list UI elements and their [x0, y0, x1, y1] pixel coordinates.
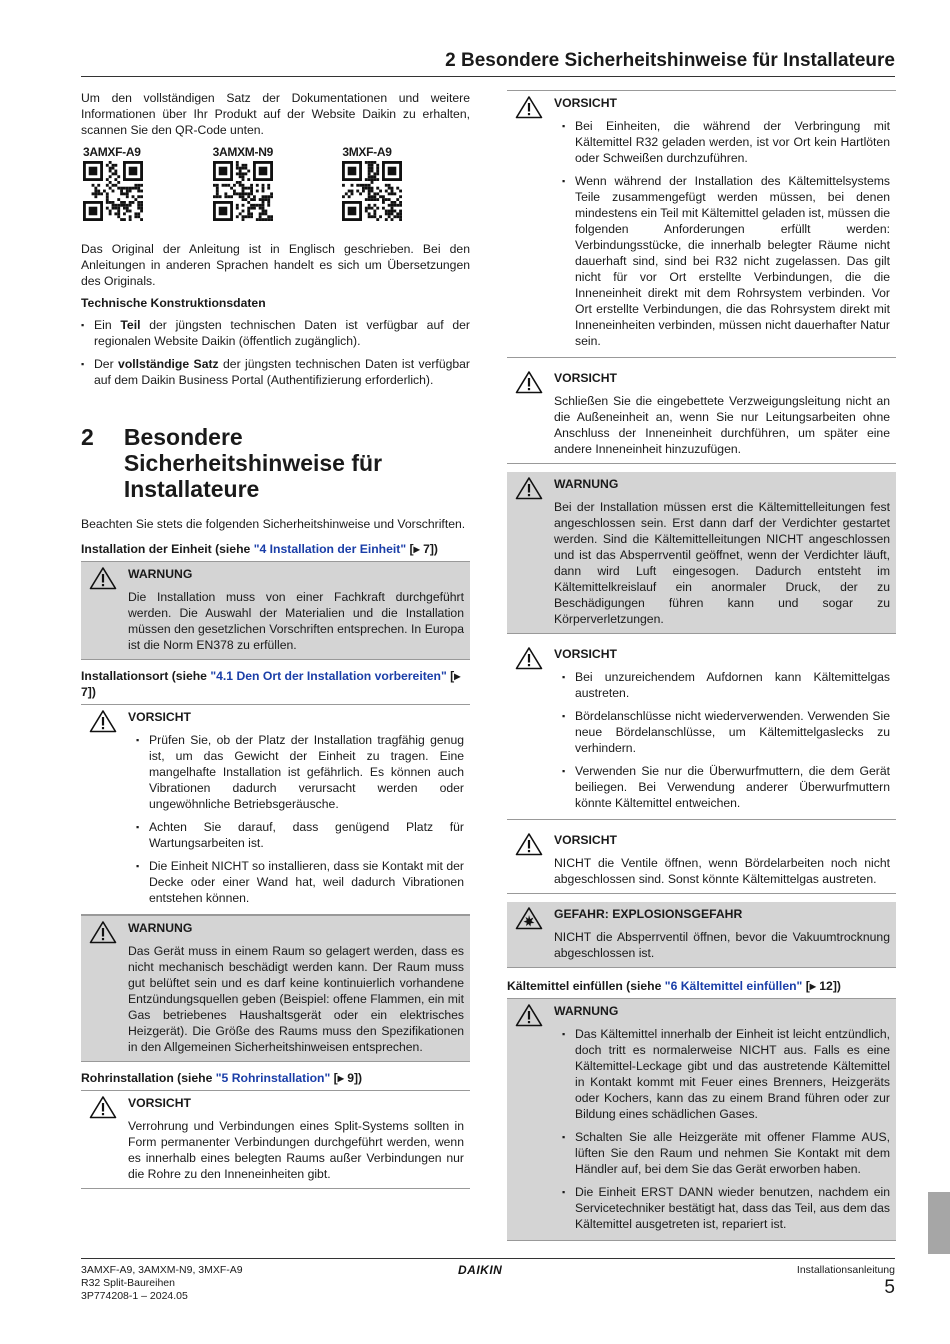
- intro-paragraph: Um den vollständigen Satz der Dokumentationen und weitere Informationen über Ihr Produkt auf der Website Daikin zu erhalten, scannen Sie den QR-Code unten.: [81, 91, 470, 137]
- list-item: ▪ Der vollständige Satz der jüngsten technischen Daten ist verfügbar auf dem Daikin Business Portal (Authentifizierung erforderlich).: [81, 356, 470, 388]
- subheading-installation: Installation der Einheit (siehe "4 Installation der Einheit" [▸ 7]): [81, 542, 438, 556]
- box-title: VORSICHT: [554, 371, 617, 385]
- warning-triangle-icon: [515, 476, 543, 500]
- box-text: Die Installation muss von einer Fachkraft durchgeführt werden. Die Auswahl der Materialien und die Installation müssen den gesetzlichen Vorschriften entsprechen. In Europa ist die Norm EN378 zu erfüllen.: [128, 590, 464, 652]
- qr-code-row: [81, 144, 470, 221]
- box-title: VORSICHT: [128, 1096, 191, 1110]
- box-text: Verrohrung und Verbindungen eines Split-Systems sollten in Form permanenter Verbindungen durchgeführt werden, wenn es innerhalb eines belegten Raums außer Verbindungen nur die Rohre zu den Inneneinheiten gibt.: [128, 1119, 464, 1181]
- link-refrigerant[interactable]: "6 Kältemittel einfüllen": [664, 979, 803, 993]
- box-text: Schließen Sie die eingebettete Verzweigungsleitung nicht an die Außeneinheit an, wenn Sie nur Leitungsarbeiten ohne Anschluss der Inneneinheit durchführen, um später eine andere Inneneinheit hinzuzufügen.: [554, 394, 890, 456]
- warning-triangle-icon: [515, 646, 543, 670]
- link-piping[interactable]: "5 Rohrinstallation": [215, 1071, 331, 1085]
- warning-triangle-icon: [89, 566, 117, 590]
- warning-box: [81, 561, 470, 660]
- box-title: WARNUNG: [128, 567, 193, 581]
- caution-box: [507, 828, 896, 894]
- qr-block: [211, 144, 341, 221]
- box-title: WARNUNG: [554, 477, 619, 491]
- list-item: ▪ Bei Einheiten, die während der Verbringung mit Kältemittel R32 geladen werden, ist vor Ort kein Hartlöten oder Schweißen durchzuführen.: [562, 118, 890, 166]
- subheading-refrigerant: Kältemittel einfüllen (siehe "6 Kältemittel einfüllen" [▸ 12]): [507, 979, 841, 993]
- warning-box: [507, 998, 896, 1241]
- header-divider: [81, 76, 895, 77]
- footer-doc-number: 3P774208-1 – 2024.05: [81, 1290, 188, 1302]
- box-title: VORSICHT: [554, 647, 617, 661]
- list-item: ▪ Achten Sie darauf, dass genügend Platz für Wartungsarbeiten ist.: [136, 819, 464, 851]
- warning-triangle-icon: [89, 709, 117, 733]
- original-language-note: Das Original der Anleitung ist in Englisch geschrieben. Bei den Anleitungen in anderen Sprachen handelt es sich um Übersetzungen des Originals.: [81, 242, 470, 288]
- subheading-location: Installationsort (siehe "4.1 Den Ort der Installation vorbereiten" [▸ 7]): [81, 669, 461, 699]
- warning-triangle-icon: [515, 832, 543, 856]
- qr-label: 3AMXF-A9: [83, 145, 141, 159]
- footer-model-info: [81, 1264, 243, 1303]
- caution-box: [507, 90, 896, 358]
- box-title: VORSICHT: [554, 96, 617, 110]
- list-item: ▪ Die Einheit ERST DANN wieder benutzen, nachdem ein Servicetechniker bestätigt hat, dass das Teil, aus dem das Kältemittel ausgetreten ist, repariert ist.: [562, 1184, 890, 1232]
- box-text: Das Gerät muss in einem Raum so gelagert werden, dass es nicht mechanisch beschädigt werden kann. Der Raum muss gut belüftet sein und es darf keine kontinuierlich vorhandene Entzündungsquellen geben (Beispiel: offene Flammen, ein mit Gas betriebenes Haushaltsgerät oder ein elektrisches Heizgerät). Die Größe des Raums muss den Spezifikationen in den Allgemeinen Sicherheitshinweisen entsprechen.: [128, 944, 464, 1054]
- caution-box: [507, 642, 896, 820]
- tech-data-list: [81, 317, 470, 388]
- box-title: WARNUNG: [128, 921, 193, 935]
- qr-code-icon[interactable]: [342, 161, 402, 221]
- page-header-title: 2 Besondere Sicherheitshinweise für Installateure: [445, 50, 895, 71]
- caution-box: [81, 1090, 470, 1189]
- box-title: GEFAHR: EXPLOSIONSGEFAHR: [554, 907, 743, 921]
- list-item: ▪ Die Einheit NICHT so installieren, dass sie Kontakt mit der Decke oder einer Wand hat, weil dadurch Vibrationen entstehen können.: [136, 858, 464, 906]
- warning-triangle-icon: [89, 1095, 117, 1119]
- qr-label: 3AMXM-N9: [212, 145, 273, 159]
- warning-box: [507, 472, 896, 634]
- box-text: NICHT die Absperrventil öffnen, bevor die Vakuumtrocknung abgeschlossen ist.: [554, 930, 890, 960]
- left-column: [81, 90, 470, 1197]
- list-item: ▪ Bei unzureichendem Aufdornen kann Kältemittelgas austreten.: [562, 669, 890, 701]
- section-heading: [81, 424, 470, 502]
- link-installation[interactable]: "4 Installation der Einheit": [253, 542, 407, 556]
- warning-triangle-icon: [515, 95, 543, 119]
- warning-list: [562, 1026, 890, 1232]
- caution-list: [562, 669, 890, 811]
- qr-code-icon[interactable]: [213, 161, 273, 221]
- list-item: ▪ Bördelanschlüsse nicht wiederverwenden. Verwenden Sie neue Bördelanschlüsse, um Kältemittelgaslecks zu verhindern.: [562, 708, 890, 756]
- footer-series: R32 Split-Baureihen: [81, 1277, 175, 1289]
- list-item: ▪ Schalten Sie alle Heizgeräte mit offener Flamme AUS, lüften Sie den Raum und nehmen Sie Kontakt mit dem Händler auf, bei dem Sie das Gerät erworben haben.: [562, 1129, 890, 1177]
- chapter-side-tab: [928, 1192, 950, 1254]
- qr-code-icon[interactable]: [83, 161, 143, 221]
- subheading-piping: Rohrinstallation (siehe "5 Rohrinstallation" [▸ 9]): [81, 1071, 363, 1085]
- tech-data-heading: Technische Konstruktionsdaten: [81, 296, 266, 310]
- list-item: ▪ Prüfen Sie, ob der Platz der Installation tragfähig genug ist, um das Gewicht der Einheit zu tragen. Eine mangelhafte Installation ist gefährlich. Es können auch Vibrationen dadurch verursacht werden oder ungewöhnliche Betriebsgeräusche.: [136, 732, 464, 812]
- page-number: 5: [884, 1277, 895, 1298]
- explosion-hazard-icon: [515, 906, 543, 930]
- warning-box: [81, 915, 470, 1062]
- box-title: VORSICHT: [554, 833, 617, 847]
- section-number: 2: [81, 424, 94, 450]
- warning-triangle-icon: [515, 370, 543, 394]
- box-text: NICHT die Ventile öffnen, wenn Bördelarbeiten noch nicht abgeschlossen sind. Sonst könnte Kältemittelgas austreten.: [554, 856, 890, 886]
- caution-box: [507, 366, 896, 464]
- list-item: ▪ Ein Teil der jüngsten technischen Daten ist verfügbar auf der regionalen Website Daikin (öffentlich zugänglich).: [81, 317, 470, 349]
- box-title: WARNUNG: [554, 1004, 619, 1018]
- footer-doc-type: Installationsanleitung: [796, 1264, 895, 1276]
- footer-divider: [81, 1258, 895, 1259]
- qr-label: 3MXF-A9: [342, 145, 392, 159]
- section-title: Besondere Sicherheitshinweise für Installateure: [123, 424, 383, 502]
- link-location[interactable]: "4.1 Den Ort der Installation vorbereiten": [210, 669, 447, 683]
- section-intro: Beachten Sie stets die folgenden Sicherheitshinweise und Vorschriften.: [81, 517, 466, 531]
- footer-models: 3AMXF-A9, 3AMXM-N9, 3MXF-A9: [81, 1264, 243, 1276]
- list-item: ▪ Verwenden Sie nur die Überwurfmuttern, die dem Gerät beiliegen. Bei Verwendung anderer Überwurfmuttern könnte Kältemittel entweichen.: [562, 763, 890, 811]
- list-item: ▪ Wenn während der Installation des Kältemittelsystems Teile zusammengefügt werden müssen, bei denen mindestens ein Teil mit Kältemittel geladen ist, müssen die folgenden Anforderungen erfüllt werden: Verbindungsstücke, die innerhalb belegter Räume nicht dauerhaft sind, sind bei R32 nicht zugelassen. Das gilt nicht für vor Ort erstellte Verbindungen, die die Inneneinheit direkt mit dem Rohrsystem verbinden. Vor Ort erstellte Verbindungen, die das Rohrsystem direkt mit Inneneinheiten verbinden, müssen nicht dauerhafter Natur sein.: [562, 173, 890, 349]
- caution-list: [562, 118, 890, 349]
- box-title: VORSICHT: [128, 710, 191, 724]
- right-column: [507, 90, 896, 1249]
- qr-block: [340, 144, 470, 221]
- qr-block: [81, 144, 211, 221]
- daikin-logo: DAIKIN: [458, 1263, 503, 1277]
- warning-triangle-icon: [89, 920, 117, 944]
- danger-box: [507, 902, 896, 968]
- list-item: ▪ Das Kältemittel innerhalb der Einheit ist leicht entzündlich, doch tritt es normalerweise NICHT aus. Falls es eine Kältemittel-Leckage gibt und das austretende Kältemittel in Kontakt kommt mit Feuer eines Brenners, Heizgeräts oder Kochers, kann das zu einem Brand führen oder zur Bildung eines schädlichen Gases.: [562, 1026, 890, 1122]
- box-text: Bei der Installation müssen erst die Kältemittelleitungen fest angeschlossen sein. Erst dann darf der Verdichter gestartet werden. Sind die Kältemittelleitungen NICHT angeschlossen und ist das Absperrventil geöffnet, wenn der Verdichter läuft, dann wird Luft eingesogen. Dadurch entsteht im Kältemittelkreislauf ein anormaler Druck, der zu Beschädigungen führen kann und sogar zu Körperverletzungen.: [554, 500, 890, 626]
- caution-box: [81, 704, 470, 915]
- warning-triangle-icon: [515, 1003, 543, 1027]
- caution-list: [136, 732, 464, 906]
